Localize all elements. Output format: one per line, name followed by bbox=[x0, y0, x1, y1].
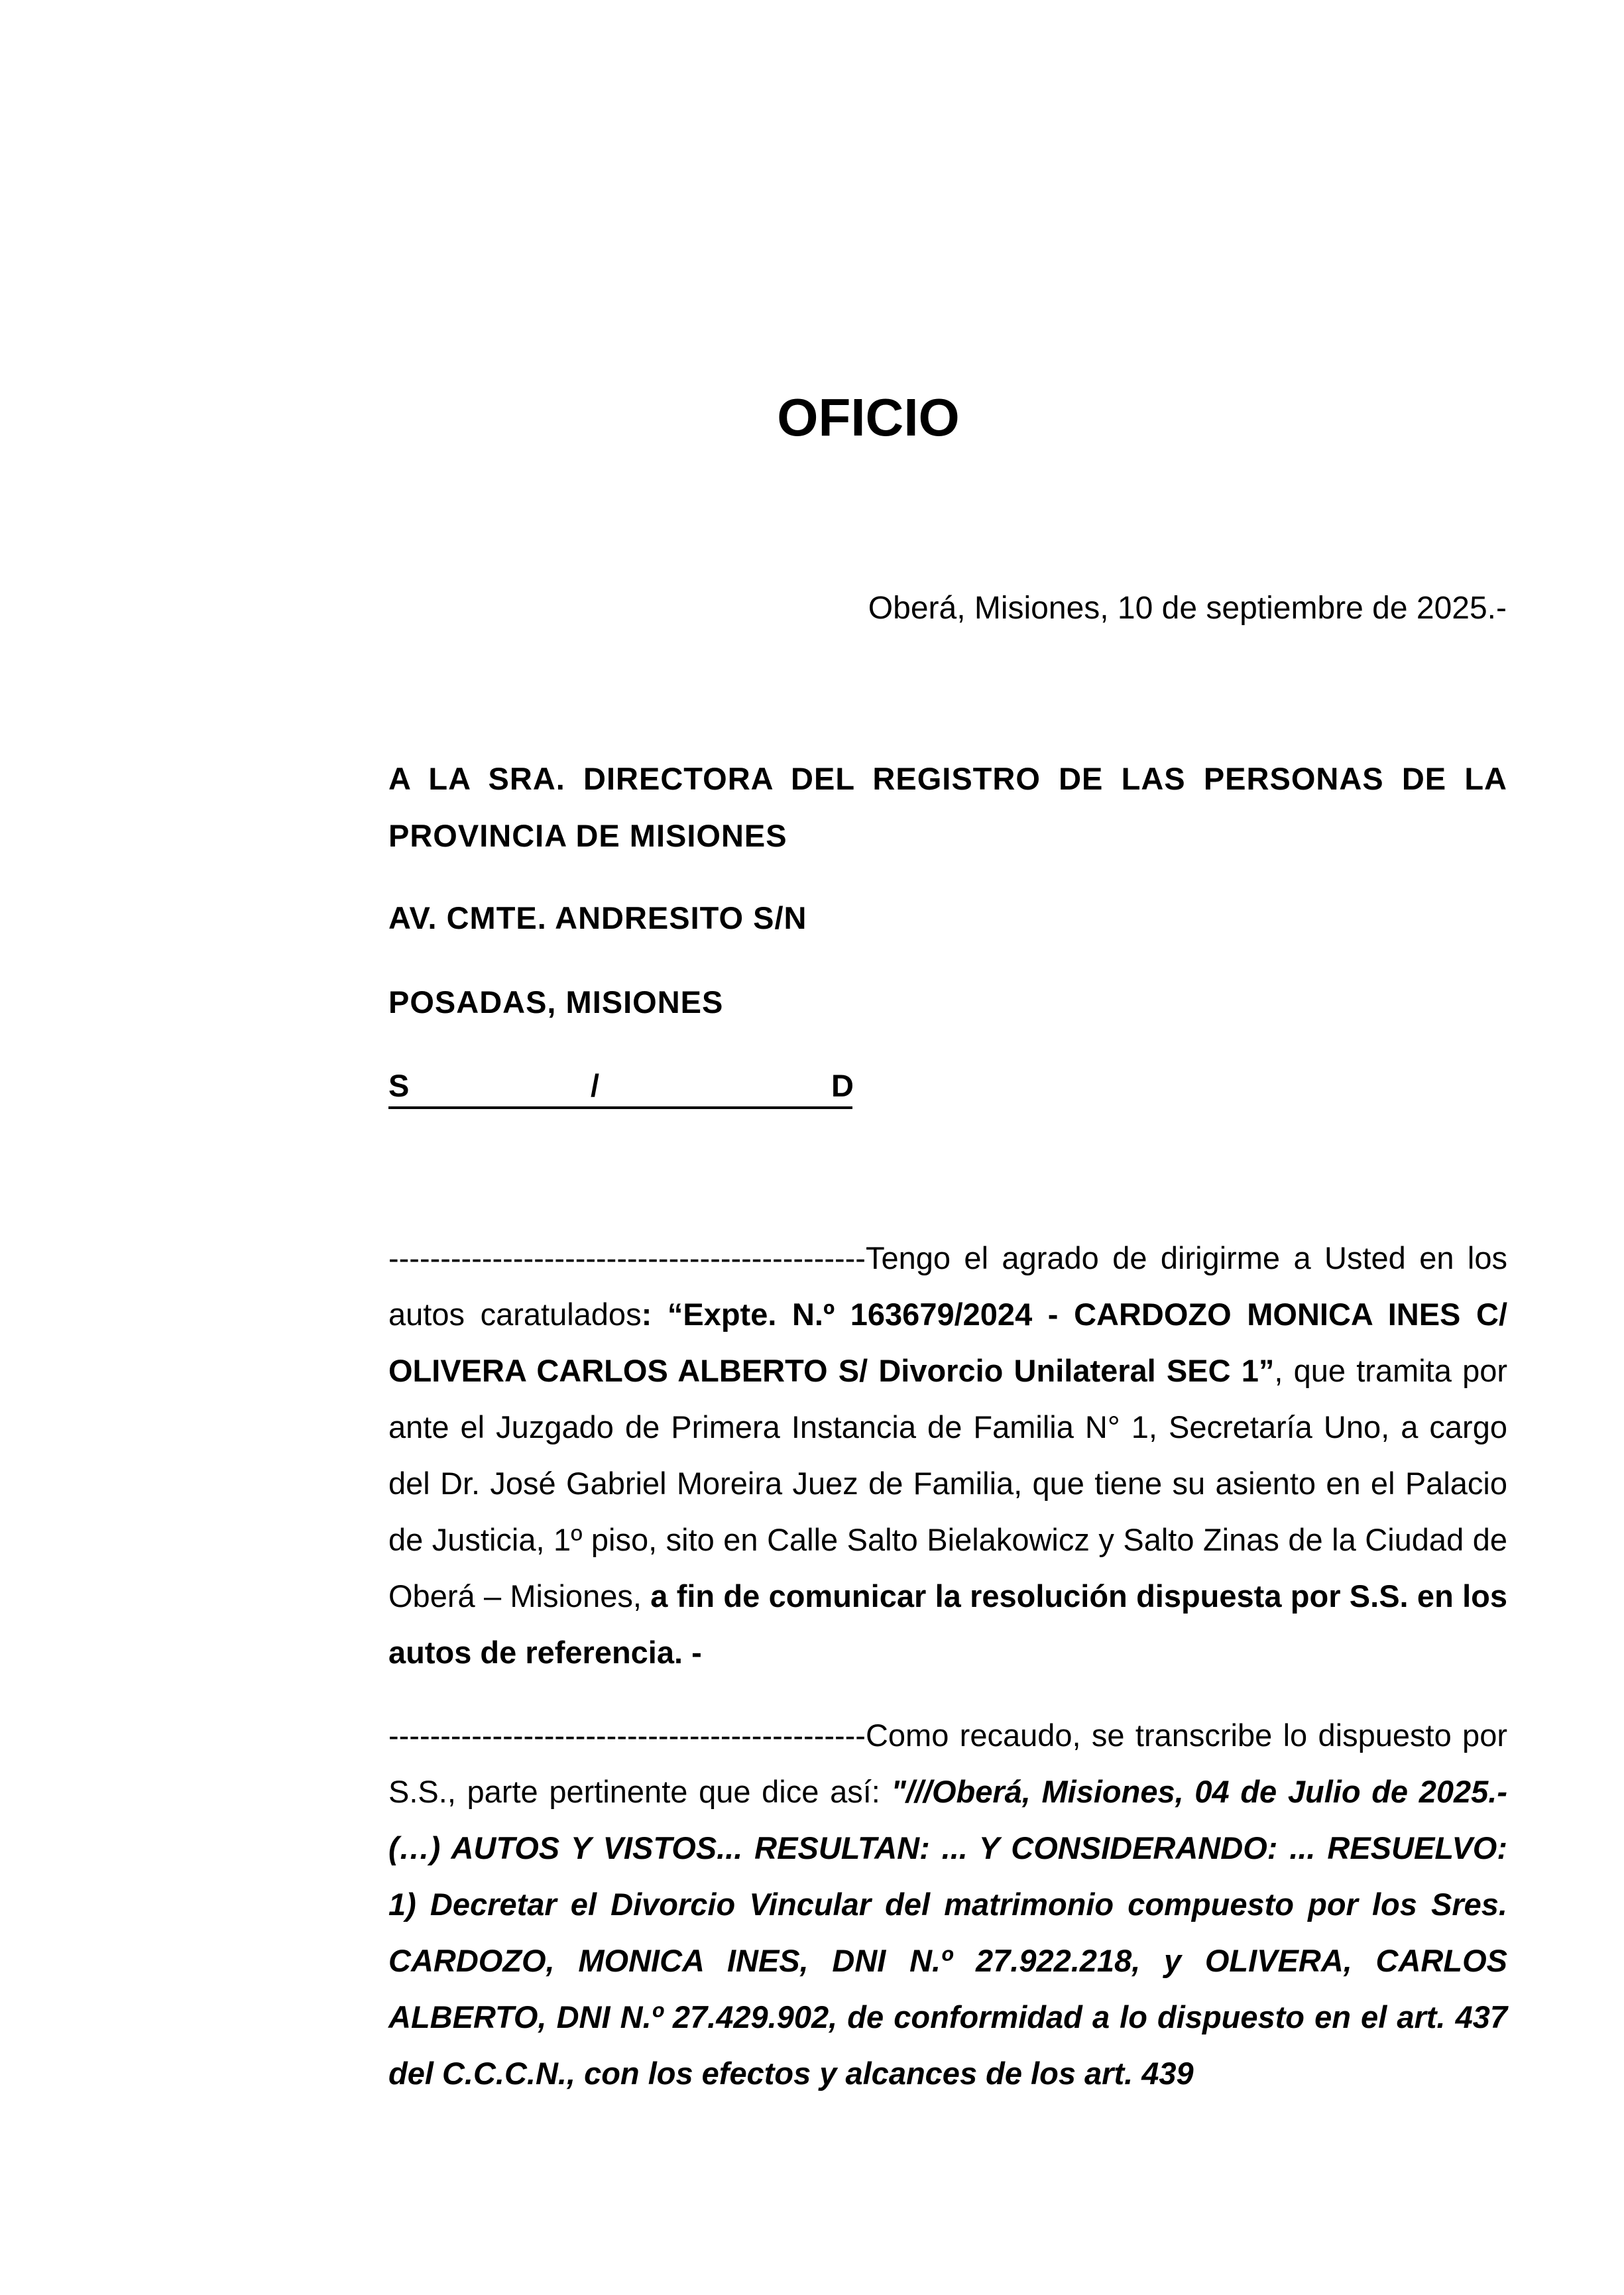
intro-text: Tengo el agrado de dirigirme a Usted en los autos caratulados bbox=[388, 1240, 1507, 1332]
addressee-recipient: A LA SRA. DIRECTORA DEL REGISTRO DE LAS PERSONAS DE LA PROVINCIA DE MISIONES bbox=[388, 761, 1507, 853]
sd-s: S bbox=[388, 1068, 410, 1103]
paragraph-transcription bbox=[388, 1707, 1507, 2101]
document-title: OFICIO bbox=[777, 388, 960, 447]
paragraph-dashes: ---------------------------------------------- bbox=[388, 1718, 866, 1753]
case-caption: “Expte. N.º 163679/2024 - CARDOZO MONICA INES C/ OLIVERA CARLOS ALBERTO S/ Divorcio Unilateral SEC 1” bbox=[388, 1297, 1508, 1388]
date-line: Oberá, Misiones, 10 de septiembre de 2025.- bbox=[868, 591, 1507, 626]
resolution-quote: "///Oberá, Misiones, 04 de Julio de 2025.- (…) AUTOS Y VISTOS... RESULTAN: ... Y CONSIDERANDO: ... RESUELVO: 1) Decretar el Divorcio Vincular del matrimonio compuesto por los Sres. CARDOZO, MONICA INES, DNI N.º 27.922.218, y OLIVERA, CARLOS ALBERTO, DNI N.º 27.429.902, de conformidad a lo dispuesto en el art. 437 del C.C.C.N., con los efectos y alcances de los art. 439 bbox=[388, 1774, 1507, 2091]
transcription-intro: Como recaudo, se transcribe lo dispuesto por S.S., parte pertinente que dice así: bbox=[388, 1718, 1507, 1809]
sd-salutation bbox=[388, 1057, 852, 1109]
addressee-street: AV. CMTE. ANDRESITO S/N bbox=[388, 900, 807, 935]
sd-d: D bbox=[831, 1068, 854, 1103]
intro-colon: : bbox=[641, 1297, 667, 1332]
sd-slash: / bbox=[591, 1068, 600, 1103]
paragraph-dashes: ---------------------------------------------- bbox=[388, 1240, 866, 1275]
addressee-city: POSADAS, MISIONES bbox=[388, 984, 724, 1020]
court-description: , que tramita por ante el Juzgado de Primera Instancia de Familia N° 1, Secretaría Uno, a cargo del Dr. José Gabriel Moreira Juez de Familia, que tiene su asiento en el Palacio de Justicia, 1º piso, sito en Calle Salto Bielakowicz y Salto Zinas de la Ciudad de Oberá – Misiones, bbox=[388, 1353, 1507, 1614]
paragraph-intro bbox=[388, 1230, 1507, 1680]
purpose-text: a fin de comunicar la resolución dispuesta por S.S. en los autos de referencia. - bbox=[388, 1578, 1507, 1670]
